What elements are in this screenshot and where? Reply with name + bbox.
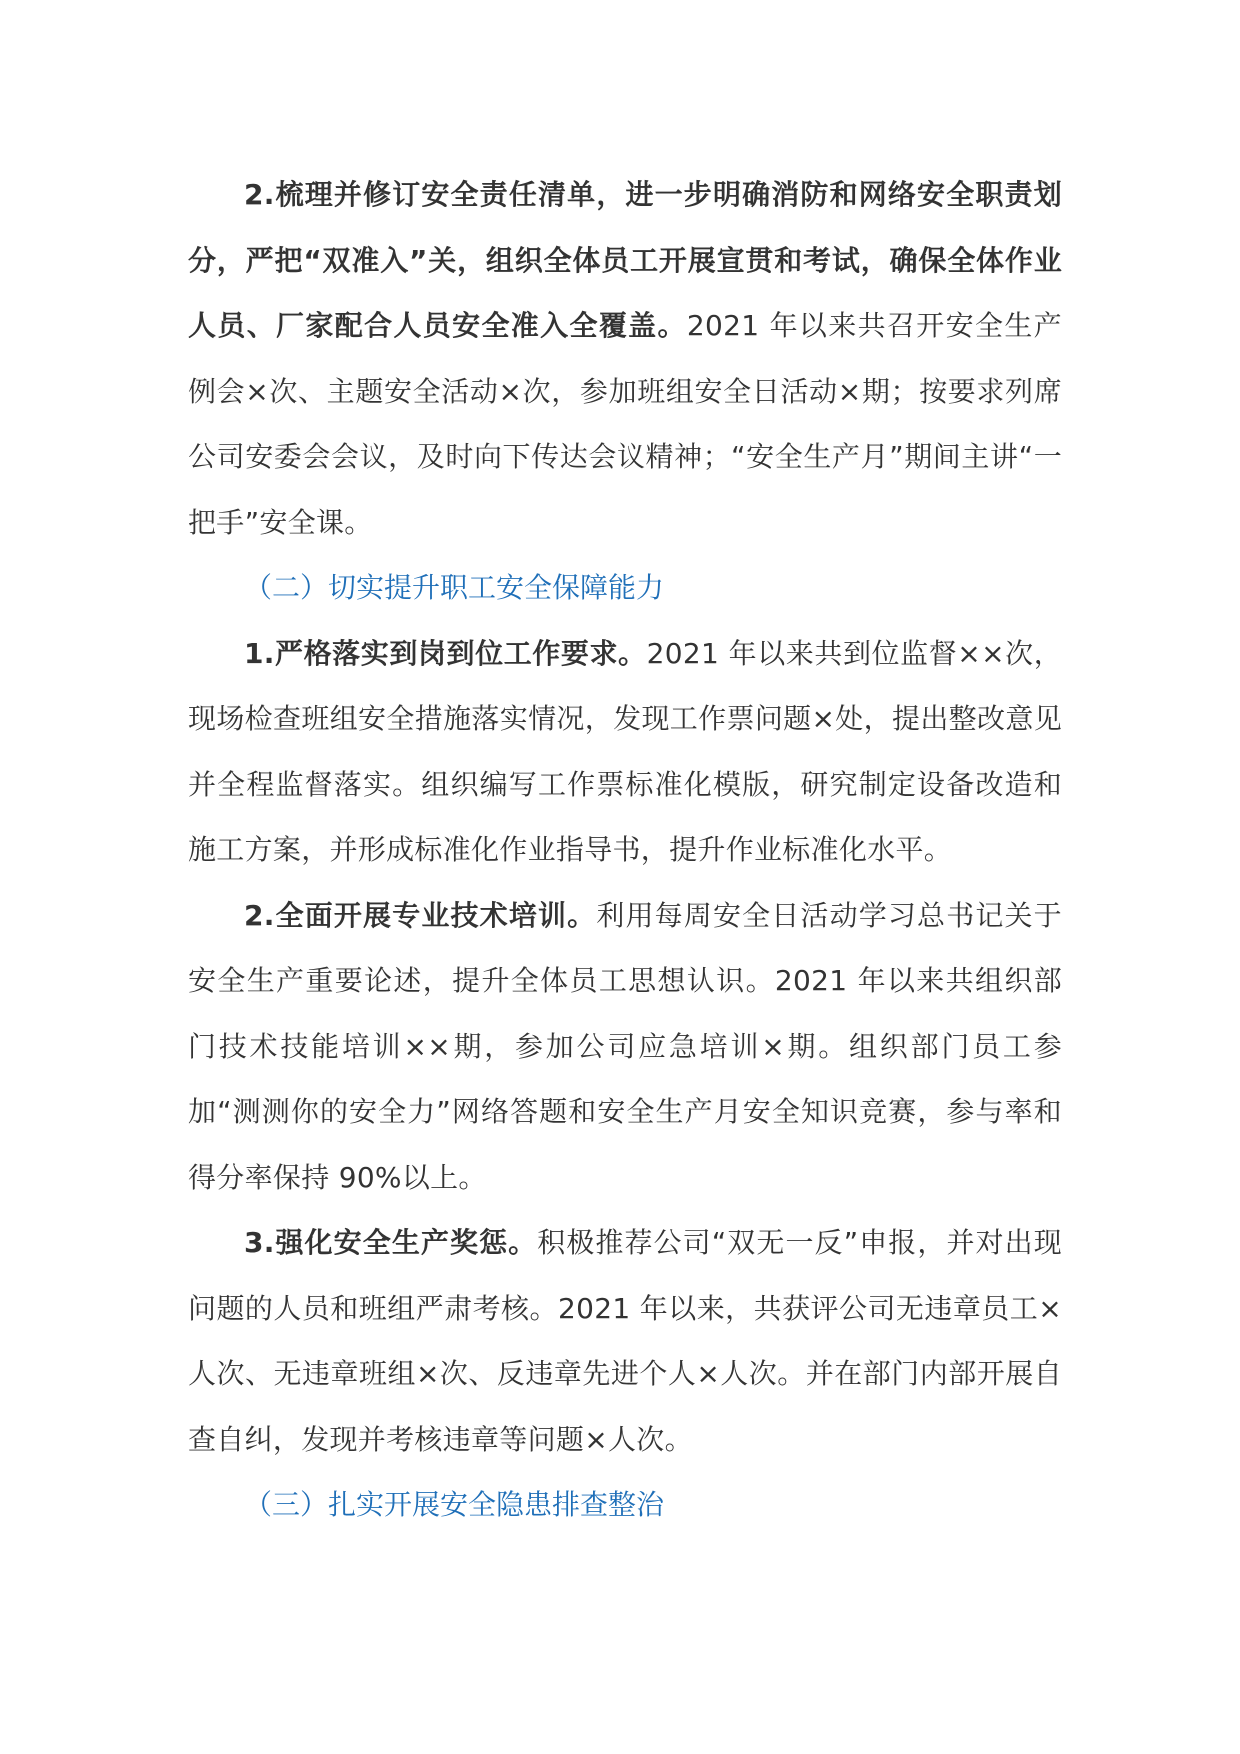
paragraph-body: 2021 年以来共到位监督××次，现场检查班组安全措施落实情况，发现工作票问题×处，提出整改意见并全程监督落实。组织编写工作票标准化模版，研究制定设备改造和施工方案，并形成标准化作业指导书，提升作业标准化水平。 — [188, 636, 1062, 866]
paragraph-technical-training — [188, 883, 1062, 1211]
document-page — [188, 162, 1062, 1538]
paragraph-onsite-supervision — [188, 621, 1062, 883]
paragraph-rewards-penalties — [188, 1210, 1062, 1472]
section-heading-2: （二）切实提升职工安全保障能力 — [244, 571, 665, 604]
paragraph-lead: 2.全面开展专业技术培训。 — [244, 898, 597, 932]
section-heading-3: （三）扎实开展安全隐患排查整治 — [244, 1488, 665, 1521]
paragraph-lead: 2.梳理并修订安全责任清单，进一步明确消防和网络安全职责划分，严把“双准入”关，组织全体员工开展宣贯和考试，确保全体作业人员、厂家配合人员安全准入全覆盖。 — [188, 178, 1062, 342]
paragraph-responsibility-list — [188, 162, 1062, 555]
paragraph-lead: 3.强化安全生产奖惩。 — [244, 1226, 538, 1259]
paragraph-lead: 1.严格落实到岗到位工作要求。 — [244, 636, 647, 670]
paragraph-body: 积极推荐公司“双无一反”申报，并对出现问题的人员和班组严肃考核。2021 年以来，共获评公司无违章员工×人次、无违章班组×次、反违章先进个人×人次。并在部门内部开展自查自纠，发现并考核违章等问题×人次。 — [188, 1226, 1063, 1456]
paragraph-body: 利用每周安全日活动学习总书记关于安全生产重要论述，提升全体员工思想认识。2021 年以来共组织部门技术技能培训××期，参加公司应急培训×期。组织部门员工参加“测测你的安全力”网络答题和安全生产月安全知识竞赛，参与率和得分率保持 90%以上。 — [188, 898, 1062, 1194]
paragraph-body: 2021 年以来共召开安全生产例会×次、主题安全活动×次，参加班组安全日活动×期；按要求列席公司安委会会议，及时向下传达会议精神；“安全生产月”期间主讲“一把手”安全课。 — [188, 309, 1062, 539]
